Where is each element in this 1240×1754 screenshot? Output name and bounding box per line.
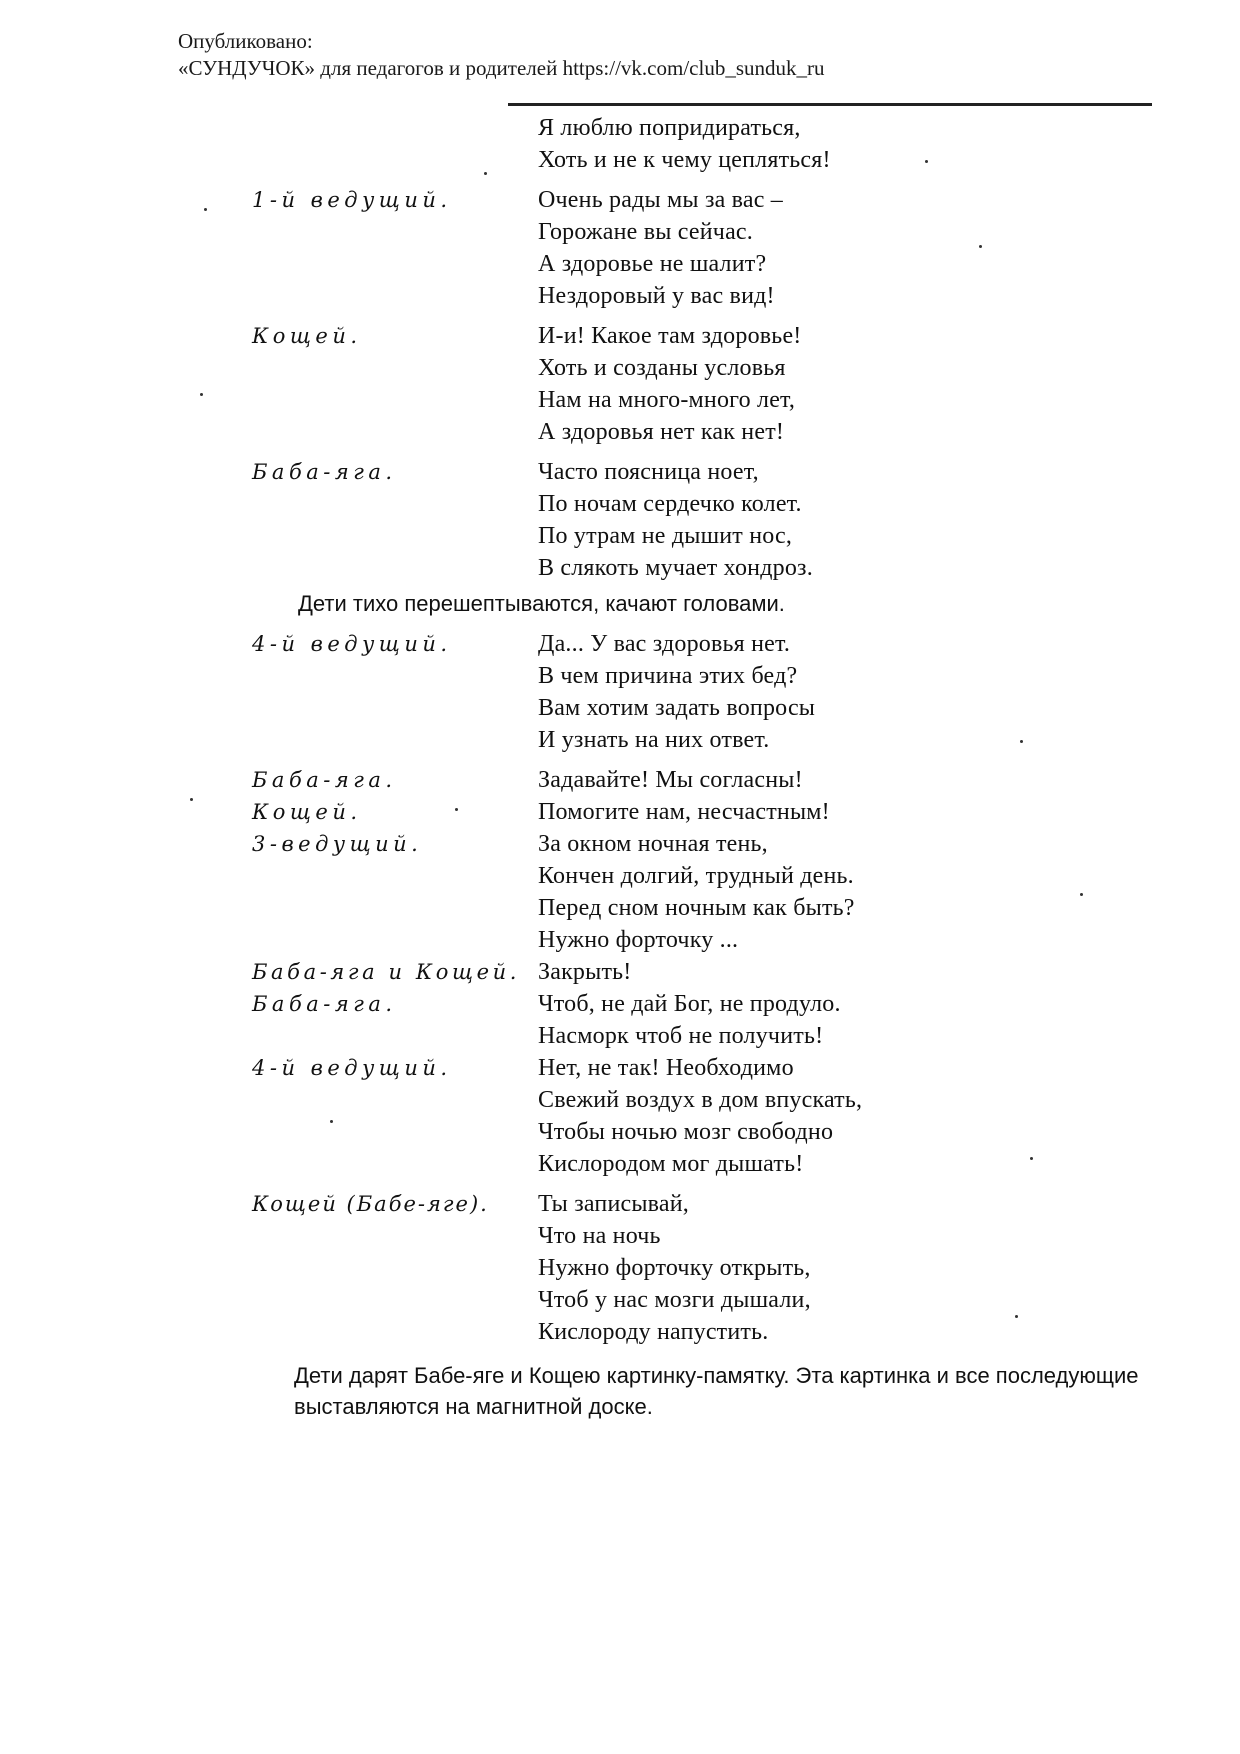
verse-line: Перед сном ночным как быть? bbox=[538, 895, 855, 921]
verse-line: Насморк чтоб не получить! bbox=[538, 1023, 824, 1049]
verse-line: Помогите нам, несчастным! bbox=[538, 799, 830, 825]
scan-speck bbox=[190, 798, 193, 801]
speaker-name: Баба-яга. bbox=[252, 460, 397, 484]
speaker-name: Баба-яга. bbox=[252, 768, 397, 792]
published-label: Опубликовано: bbox=[178, 29, 313, 53]
speaker-name: 1-й ведущий. bbox=[252, 188, 452, 212]
verse-line: По ночам сердечко колет. bbox=[538, 491, 802, 517]
scan-speck bbox=[1015, 1315, 1018, 1318]
speaker-name: 4-й ведущий. bbox=[252, 632, 452, 656]
verse-line: Нет, не так! Необходимо bbox=[538, 1055, 794, 1081]
verse-line: Ты записывай, bbox=[538, 1191, 689, 1217]
speaker-name: Кощей. bbox=[252, 800, 362, 824]
verse-line: Нам на много-много лет, bbox=[538, 387, 796, 413]
verse-line: Кислородом мог дышать! bbox=[538, 1151, 804, 1177]
verse-line: Задавайте! Мы согласны! bbox=[538, 767, 803, 793]
header-divider bbox=[508, 103, 1152, 106]
verse-line: Нездоровый у вас вид! bbox=[538, 283, 775, 309]
source-line: «СУНДУЧОК» для педагогов и родителей https://vk.com/club_sunduk_ru bbox=[178, 56, 825, 80]
verse-line: По утрам не дышит нос, bbox=[538, 523, 793, 549]
stage-direction: Дети тихо перешептываются, качают головами. bbox=[298, 591, 785, 616]
stage-direction-final: Дети дарят Бабе-яге и Кощею картинку-памятку. Эта картинка и все последующие выставляются на магнитной доске. bbox=[294, 1363, 1139, 1419]
verse-line: И-и! Какое там здоровье! bbox=[538, 323, 802, 349]
verse-line: Горожане вы сейчас. bbox=[538, 219, 753, 245]
verse-line: И узнать на них ответ. bbox=[538, 727, 770, 753]
verse-line: Я люблю попридираться, bbox=[538, 115, 801, 141]
scan-speck bbox=[204, 208, 207, 211]
verse-line: В слякоть мучает хондроз. bbox=[538, 555, 813, 581]
scan-speck bbox=[1080, 893, 1083, 896]
scan-speck bbox=[979, 245, 982, 248]
scan-speck bbox=[200, 393, 203, 396]
verse-line: Кислороду напустить. bbox=[538, 1319, 769, 1345]
verse-line: А здоровья нет как нет! bbox=[538, 419, 785, 445]
verse-line: Кончен долгий, трудный день. bbox=[538, 863, 854, 889]
verse-line: Да... У вас здоровья нет. bbox=[538, 631, 791, 657]
scan-speck bbox=[925, 160, 928, 163]
verse-line: Очень рады мы за вас – bbox=[538, 187, 783, 213]
verse-line: Хоть и созданы условья bbox=[538, 355, 786, 381]
speaker-name: Кощей (Бабе-яге). bbox=[252, 1192, 489, 1216]
verse-line: Закрыть! bbox=[538, 959, 632, 985]
verse-line: Чтоб у нас мозги дышали, bbox=[538, 1287, 811, 1313]
verse-line: В чем причина этих бед? bbox=[538, 663, 798, 689]
verse-line: Нужно форточку открыть, bbox=[538, 1255, 811, 1281]
verse-line: Нужно форточку ... bbox=[538, 927, 739, 953]
speaker-name: 4-й ведущий. bbox=[252, 1056, 452, 1080]
speaker-name: Баба-яга и Кощей. bbox=[252, 960, 521, 984]
verse-line: Что на ночь bbox=[538, 1223, 661, 1249]
verse-line: Чтоб, не дай Бог, не продуло. bbox=[538, 991, 841, 1017]
speaker-name: Кощей. bbox=[252, 324, 362, 348]
verse-line: Часто поясница ноет, bbox=[538, 459, 759, 485]
scan-speck bbox=[330, 1120, 333, 1123]
scan-speck bbox=[1020, 740, 1023, 743]
verse-line: Хоть и не к чему цепляться! bbox=[538, 147, 831, 173]
verse-line: А здоровье не шалит? bbox=[538, 251, 767, 277]
verse-line: Чтобы ночью мозг свободно bbox=[538, 1119, 834, 1145]
speaker-name: 3-ведущий. bbox=[252, 832, 423, 856]
scan-speck bbox=[484, 172, 487, 175]
speaker-name: Баба-яга. bbox=[252, 992, 397, 1016]
verse-line: За окном ночная тень, bbox=[538, 831, 768, 857]
verse-line: Вам хотим задать вопросы bbox=[538, 695, 816, 721]
verse-line: Свежий воздух в дом впускать, bbox=[538, 1087, 863, 1113]
publication-header bbox=[178, 28, 825, 82]
scan-speck bbox=[455, 808, 458, 811]
scan-speck bbox=[1030, 1157, 1033, 1160]
